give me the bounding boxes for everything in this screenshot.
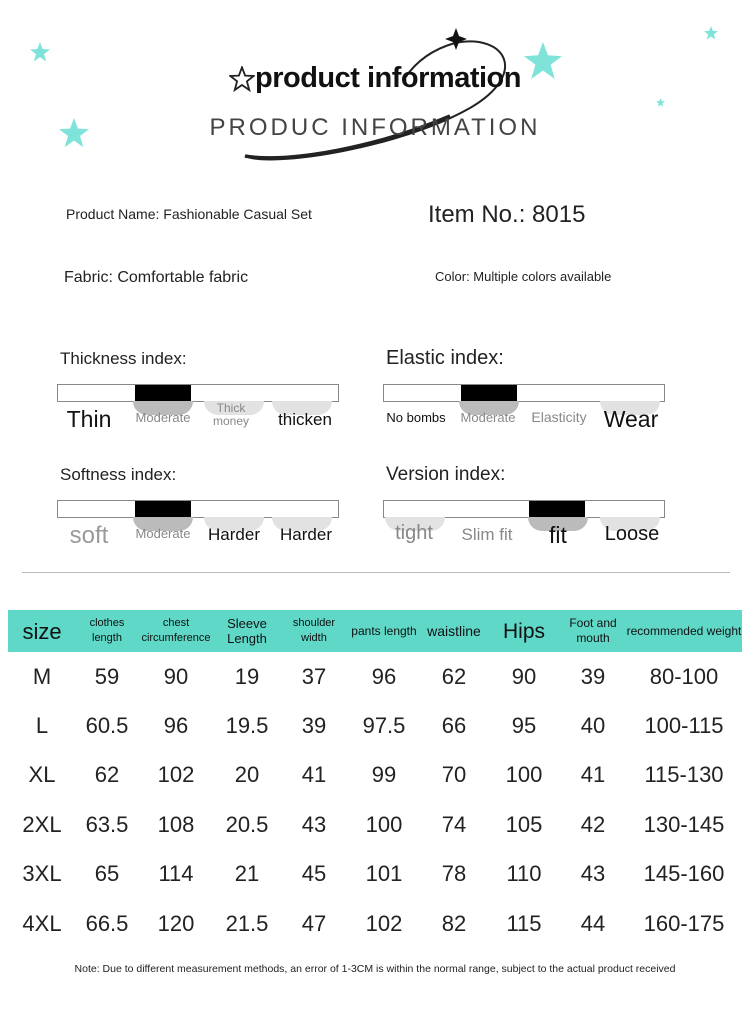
version-option-tight: tight [395, 522, 433, 544]
table-cell: 42 [580, 811, 606, 837]
table-cell: 39 [580, 663, 606, 689]
table-cell: 66.5 [85, 910, 129, 936]
table-cell: 90 [163, 663, 189, 689]
table-cell: 41 [301, 762, 327, 788]
table-cell: 47 [301, 910, 327, 936]
table-cell: 60.5 [85, 713, 129, 739]
table-cell: 102 [157, 762, 195, 788]
swoosh-decoration [230, 28, 520, 168]
version-option-fit: fit [549, 522, 567, 548]
table-cell: 102 [365, 910, 403, 936]
version-index-label: Version index: [386, 464, 506, 485]
column-header: recommended weight [626, 610, 742, 652]
table-cell: 96 [371, 663, 397, 689]
elastic-index-bar [383, 384, 665, 402]
elastic-option-moderate: Moderate [460, 410, 516, 425]
table-cell: 62 [441, 663, 467, 689]
table-row [8, 751, 742, 800]
softness-selected-marker [135, 501, 191, 517]
column-header: Sleeve Length [214, 610, 280, 652]
table-cell: 82 [441, 910, 467, 936]
table-cell: 45 [301, 861, 327, 887]
table-cell: 19.5 [225, 713, 269, 739]
table-cell: 99 [371, 762, 397, 788]
table-row [8, 652, 742, 701]
version-option-slim-fit: Slim fit [461, 525, 513, 544]
column-header: clothes length [76, 610, 138, 652]
page-subtitle: PRODUC INFORMATION [209, 114, 541, 141]
table-cell: 108 [157, 811, 195, 837]
table-cell: 160-175 [643, 910, 725, 936]
thickness-option-thick-money: Thick money [212, 401, 250, 428]
color-info: Color: Multiple colors available [435, 269, 612, 284]
table-cell: 115 [506, 910, 542, 936]
size-cell: 4XL [22, 910, 62, 936]
star-icon [656, 98, 665, 107]
column-header: Hips [488, 610, 560, 652]
softness-index-bar [57, 500, 339, 518]
product-name: Product Name: Fashionable Casual Set [66, 206, 312, 222]
item-number: Item No.: 8015 [428, 201, 586, 228]
table-header-row [8, 610, 742, 652]
thickness-option-thin: Thin [66, 406, 112, 432]
table-cell: 43 [580, 861, 606, 887]
page-title: product information [255, 62, 521, 94]
elastic-option-wear: Wear [603, 406, 659, 432]
star-icon [704, 26, 718, 40]
table-cell: 44 [580, 910, 606, 936]
table-cell: 40 [580, 713, 606, 739]
thickness-option-thicken: thicken [278, 410, 332, 429]
table-cell: 101 [365, 861, 403, 887]
softness-option-soft: soft [69, 522, 109, 549]
table-cell: 63.5 [85, 811, 129, 837]
size-cell: M [32, 663, 52, 689]
size-cell: 2XL [22, 811, 62, 837]
size-cell: L [35, 713, 49, 739]
table-cell: 59 [94, 663, 120, 689]
table-cell: 70 [441, 762, 467, 788]
table-cell: 90 [511, 663, 537, 689]
size-cell: 3XL [22, 861, 62, 887]
star-icon [30, 42, 50, 62]
table-cell: 62 [94, 762, 120, 788]
column-header: Foot and mouth [560, 610, 626, 652]
table-cell: 95 [511, 713, 537, 739]
table-cell: 100 [365, 811, 403, 837]
column-header: shoulder width [280, 610, 348, 652]
thickness-option-moderate: Moderate [135, 410, 191, 425]
table-row [8, 850, 742, 899]
elastic-option-no-bombs: No bombs [386, 410, 446, 425]
table-cell: 41 [580, 762, 606, 788]
table-cell: 21.5 [225, 910, 269, 936]
table-cell: 21 [234, 861, 260, 887]
elastic-index-label: Elastic index: [386, 347, 504, 369]
softness-option-moderate: Moderate [135, 526, 191, 541]
table-cell: 78 [441, 861, 467, 887]
table-row [8, 800, 742, 849]
column-header: size [8, 610, 76, 652]
table-row [8, 899, 742, 948]
table-cell: 39 [301, 713, 327, 739]
table-cell: 130-145 [643, 811, 725, 837]
column-header: pants length [348, 610, 420, 652]
table-cell: 100 [505, 762, 543, 788]
size-table [8, 610, 742, 948]
table-cell: 43 [301, 811, 327, 837]
table-cell: 65 [94, 861, 120, 887]
version-selected-marker [529, 501, 585, 517]
table-cell: 115-130 [644, 762, 724, 788]
table-cell: 66 [441, 713, 467, 739]
table-cell: 105 [505, 811, 543, 837]
table-cell: 120 [157, 910, 195, 936]
table-cell: 100-115 [644, 713, 724, 739]
column-header: waistline [420, 610, 488, 652]
table-cell: 74 [441, 811, 467, 837]
table-cell: 37 [301, 663, 327, 689]
softness-option-harder: Harder [208, 525, 260, 544]
table-cell: 20 [234, 762, 260, 788]
table-cell: 145-160 [643, 861, 725, 887]
elastic-selected-marker [461, 385, 517, 401]
table-cell: 19 [234, 663, 260, 689]
table-cell: 80-100 [649, 663, 719, 689]
table-cell: 114 [158, 861, 194, 887]
version-index-bar [383, 500, 665, 518]
table-cell: 97.5 [362, 713, 406, 739]
size-cell: XL [28, 762, 56, 788]
fabric: Fabric: Comfortable fabric [64, 269, 249, 286]
table-cell: 96 [163, 713, 189, 739]
table-row [8, 701, 742, 750]
table-cell: 20.5 [225, 811, 269, 837]
softness-index-label: Softness index: [60, 465, 177, 484]
version-option-loose: Loose [604, 523, 660, 545]
elastic-option-elasticity: Elasticity [531, 409, 587, 425]
section-divider [22, 572, 730, 573]
thickness-selected-marker [135, 385, 191, 401]
thickness-index-label: Thickness index: [60, 349, 187, 368]
measurement-note: Note: Due to different measurement methods, an error of 1-3CM is within the normal range, subject to the actual product received [74, 963, 676, 975]
thickness-index-bar [57, 384, 339, 402]
table-cell: 110 [506, 861, 542, 887]
column-header: chest circumference [138, 610, 214, 652]
softness-option-harder-2: Harder [280, 525, 332, 544]
